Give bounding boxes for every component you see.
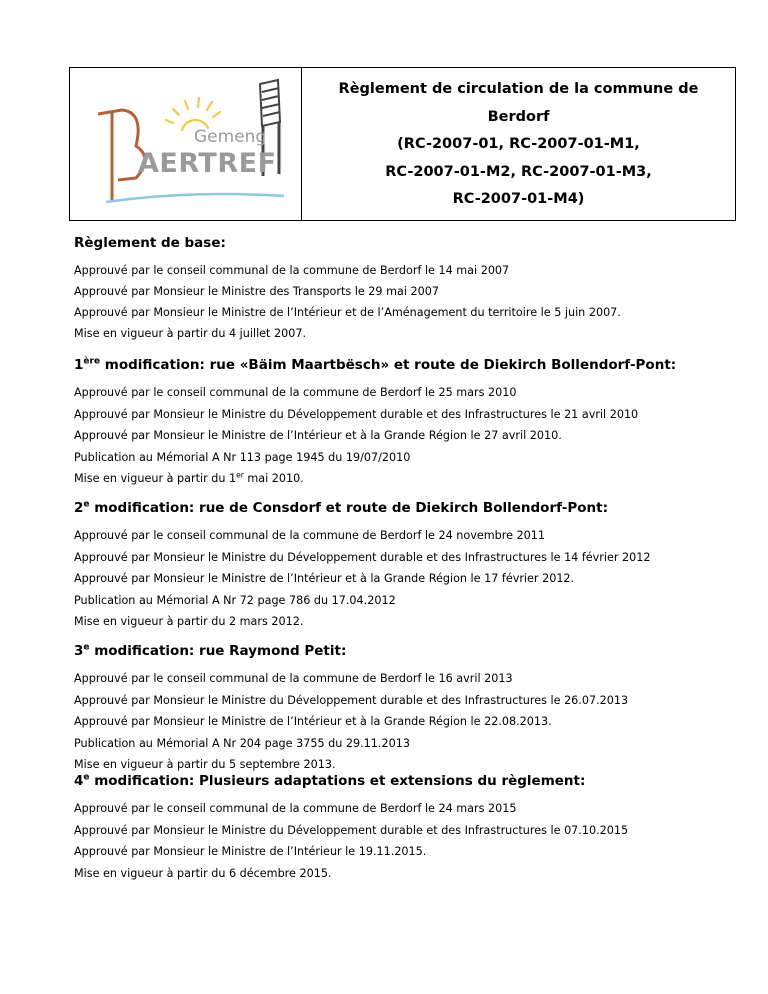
baertref-logo-graphic — [70, 68, 302, 220]
section-line: Approuvé par Monsieur le Ministre de l’Intérieur et à la Grande Région le 17 février 2012. — [74, 572, 575, 585]
section-line: Publication au Mémorial A Nr 113 page 1945 du 19/07/2010 — [74, 450, 411, 464]
heading-number: 3 — [74, 643, 84, 659]
heading-text: modification: rue de Consdorf et route de Diekirch Bollendorf-Pont: — [89, 500, 608, 516]
section-line: Mise en vigueur à partir du 2 mars 2012. — [74, 615, 304, 628]
logo-gemeng-text: Gemeng — [194, 127, 267, 147]
section-line: Approuvé par Monsieur le Ministre du Développement durable et des Infrastructures le 07.10.2015 — [74, 823, 629, 837]
section-line: Publication au Mémorial A Nr 204 page 3755 du 29.11.2013 — [74, 736, 410, 750]
section-line: Approuvé par le conseil communal de la commune de Berdorf le 25 mars 2010 — [74, 386, 517, 399]
line-text: mai 2010. — [243, 472, 304, 485]
heading-number: 1 — [74, 357, 84, 373]
heading-superscript: e — [83, 772, 90, 783]
section-line: Approuvé par Monsieur le Ministre du Développement durable et des Infrastructures le 21 avril 2010 — [74, 407, 639, 421]
title-line: (RC-2007-01, RC-2007-01-M1, — [397, 136, 640, 153]
heading-superscript: ère — [83, 356, 101, 367]
section-modification-3 — [74, 638, 628, 776]
section-line: Approuvé par Monsieur le Ministre de l’Intérieur le 19.11.2015. — [74, 845, 427, 858]
section-line: Approuvé par Monsieur le Ministre du Développement durable et des Infrastructures le 26.07.2013 — [74, 693, 629, 707]
heading-text: modification: rue «Bäim Maartbësch» et route de Diekirch Bollendorf-Pont: — [100, 357, 677, 373]
section-heading — [74, 768, 628, 794]
title-line: Berdorf — [487, 108, 550, 125]
section-line: Mise en vigueur à partir du 4 juillet 2007. — [74, 327, 307, 340]
section-line: Approuvé par Monsieur le Ministre de l’Intérieur et à la Grande Région le 22.08.2013. — [74, 715, 552, 728]
section-line: Approuvé par Monsieur le Ministre de l’Intérieur et à la Grande Région le 27 avril 2010. — [74, 429, 562, 442]
section-line: Mise en vigueur à partir du 5 septembre 2013. — [74, 758, 336, 771]
section-line: Approuvé par le conseil communal de la commune de Berdorf le 16 avril 2013 — [74, 672, 513, 685]
section-line — [74, 468, 676, 490]
heading-number: 2 — [74, 500, 84, 516]
section-heading: Règlement de base: — [74, 235, 226, 251]
heading-number: 4 — [74, 773, 84, 789]
heading-superscript: e — [83, 499, 90, 510]
heading-text: modification: rue Raymond Petit: — [89, 643, 347, 659]
title-line: RC-2007-01-M4) — [452, 191, 585, 208]
section-modification-4 — [74, 768, 628, 884]
wave-decoration — [106, 194, 284, 202]
header-table — [69, 67, 736, 221]
section-line: Approuvé par le conseil communal de la commune de Berdorf le 24 mars 2015 — [74, 802, 517, 815]
title-line: RC-2007-01-M2, RC-2007-01-M3, — [385, 163, 652, 180]
line-text: Mise en vigueur à partir du 1 — [74, 472, 237, 485]
document-title — [302, 68, 735, 220]
section-heading — [74, 495, 651, 521]
section-line: Approuvé par Monsieur le Ministre de l’Intérieur et de l’Aménagement du territoire le 5 juin 2007. — [74, 306, 621, 319]
section-line: Mise en vigueur à partir du 6 décembre 2015. — [74, 866, 332, 880]
commune-logo — [70, 68, 302, 220]
section-line: Publication au Mémorial A Nr 72 page 786 du 17.04.2012 — [74, 593, 396, 607]
section-heading — [74, 352, 676, 378]
section-modification-2 — [74, 495, 651, 633]
line-superscript: er — [236, 470, 244, 480]
section-line: Approuvé par Monsieur le Ministre du Développement durable et des Infrastructures le 14 février 2012 — [74, 550, 651, 564]
section-base-regulation — [74, 230, 621, 344]
section-modification-1 — [74, 352, 676, 490]
title-line: Règlement de circulation de la commune de — [338, 81, 699, 98]
sun-icon — [166, 98, 220, 130]
section-heading — [74, 638, 628, 664]
heading-text: modification: Plusieurs adaptations et extensions du règlement: — [89, 773, 586, 789]
heading-superscript: e — [83, 642, 90, 653]
section-line: Approuvé par Monsieur le Ministre des Transports le 29 mai 2007 — [74, 285, 439, 298]
logo-aertref-text: AERTREF — [138, 148, 277, 179]
section-line: Approuvé par le conseil communal de la commune de Berdorf le 24 novembre 2011 — [74, 529, 545, 542]
section-line: Approuvé par le conseil communal de la commune de Berdorf le 14 mai 2007 — [74, 264, 510, 277]
